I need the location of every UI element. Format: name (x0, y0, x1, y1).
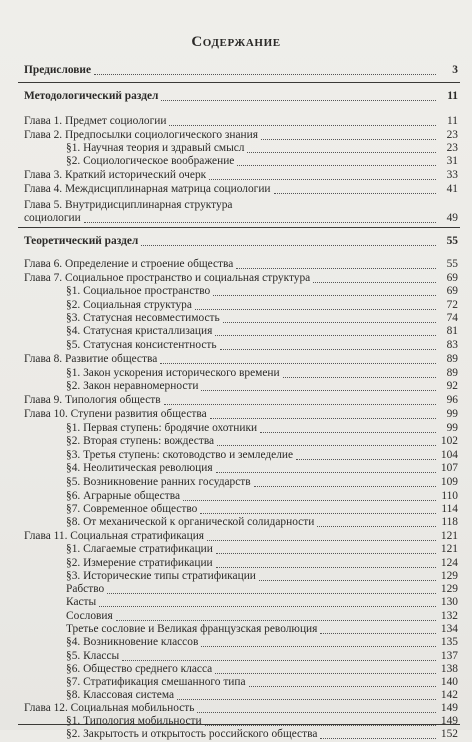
toc-page-number: 152 (440, 728, 458, 740)
toc-page-number: 107 (440, 462, 458, 474)
toc-entry-title: Глава 3. Краткий исторический очерк (24, 169, 207, 181)
toc-page-number: 104 (440, 449, 458, 461)
toc-entry-title: §7. Стратификация смешанного типа (66, 676, 246, 688)
toc-entry-title: Глава 7. Социальное пространство и социальная структура (24, 272, 311, 284)
leader-dots (160, 362, 436, 364)
toc-page-number: 23 (446, 142, 458, 154)
toc-entry-title: §1. Научная теория и здравый смысл (66, 142, 245, 154)
toc-entry-title: §5. Классы (66, 650, 120, 662)
toc-page-number: 55 (446, 235, 458, 247)
toc-chapter-entry (0, 210, 472, 226)
toc-entry-title: Касты (66, 596, 97, 608)
toc-entry-title: §3. Исторические типы стратификации (66, 570, 256, 582)
toc-entry-title: §2. Закрытость и открытость российского общества (66, 728, 318, 740)
toc-page-number: 140 (440, 676, 458, 688)
toc-entry-title: Сословия (66, 610, 113, 622)
leader-dots (84, 221, 436, 223)
toc-entry-title: Глава 12. Социальная мобильность (24, 702, 195, 714)
toc-entry-title: §2. Социологическое воображение (66, 155, 235, 167)
leader-dots (254, 485, 436, 487)
toc-entry-title: Глава 2. Предпосылки социологического знания (24, 129, 258, 141)
toc-entry-title: §1. Закон ускорения исторического времени (66, 367, 280, 379)
leader-dots (217, 444, 436, 446)
toc-page-number: 55 (446, 258, 458, 270)
toc-page-number: 132 (440, 610, 458, 622)
leader-dots (210, 417, 436, 419)
toc-page-number: 129 (440, 583, 458, 595)
toc-page-number: 72 (446, 299, 458, 311)
toc-page-number: 137 (440, 650, 458, 662)
leader-dots (141, 244, 436, 246)
toc-page-number: 99 (446, 422, 458, 434)
toc-page-number: 92 (446, 380, 458, 392)
toc-page-number: 69 (446, 272, 458, 284)
page-title: Содержание (191, 34, 281, 50)
leader-dots (216, 471, 436, 473)
toc-entry-title: §6. Общество среднего класса (66, 663, 213, 675)
toc-entry-title: §1. Первая ступень: бродячие охотники (66, 422, 258, 434)
toc-entry-title: §2. Вторая ступень: вождества (66, 435, 215, 447)
toc-entry-title: §1. Социальное пространство (66, 285, 211, 297)
toc-page-number: 114 (441, 503, 458, 515)
toc-page-number: 124 (440, 557, 458, 569)
toc-page-number: 135 (440, 636, 458, 648)
leader-dots (215, 334, 436, 336)
toc-entry-title: Методологический раздел (24, 90, 159, 102)
bottom-divider (18, 724, 460, 725)
toc-section-entry (0, 233, 472, 249)
toc-entry-title: §8. От механической к органической солидарности (66, 516, 315, 528)
leader-dots (209, 178, 436, 180)
leader-dots (201, 389, 436, 391)
toc-page-number: 138 (440, 663, 458, 675)
toc-paragraph-entry (0, 726, 472, 742)
toc-entry-title: Глава 8. Развитие общества (24, 353, 158, 365)
toc-page-number: 99 (446, 408, 458, 420)
toc-entry-title: §5. Статусная консистентность (66, 339, 217, 351)
toc-page-number: 134 (440, 623, 458, 635)
toc-entry-title: §2. Измерение стратификации (66, 557, 213, 569)
toc-page-number: 142 (440, 689, 458, 701)
toc-page-number: 89 (446, 367, 458, 379)
toc-page-number: 121 (440, 530, 458, 542)
toc-page-number: 83 (446, 339, 458, 351)
toc-page-number: 69 (446, 285, 458, 297)
toc-page-number: 149 (440, 702, 458, 714)
toc-entry-title: Глава 10. Ступени развития общества (24, 408, 207, 420)
toc-entry-title: §1. Слагаемые стратификации (66, 543, 213, 555)
toc-entry-title: Рабство (66, 583, 105, 595)
toc-entry-title: §8. Классовая система (66, 689, 175, 701)
leader-dots (220, 348, 436, 350)
toc-entry-title: §4. Статусная кристаллизация (66, 325, 213, 337)
toc-chapter-entry (0, 181, 472, 197)
toc-page-number: 11 (447, 115, 458, 127)
toc-page-number: 31 (446, 155, 458, 167)
leader-dots (169, 124, 436, 126)
leader-dots (317, 525, 436, 527)
toc-page-number: 89 (446, 353, 458, 365)
leader-dots (237, 164, 436, 166)
toc-entry-title: §5. Возникновение ранних государств (66, 476, 251, 488)
toc-page-number: 33 (446, 169, 458, 181)
toc-entry-title: Глава 1. Предмет социологии (24, 115, 167, 127)
toc-entry-title: §6. Аграрные общества (66, 490, 181, 502)
toc-entry-title: Глава 6. Определение и строение общества (24, 258, 234, 270)
toc-entry-title: Глава 9. Типология обществ (24, 394, 161, 406)
toc-entry-title: §2. Закон неравномерности (66, 380, 199, 392)
leader-dots (320, 737, 436, 739)
toc-page-number: 96 (446, 394, 458, 406)
leader-dots (164, 403, 436, 405)
toc-page-number: 23 (446, 129, 458, 141)
toc-entry-title: §4. Неолитическая революция (66, 462, 213, 474)
toc-page-number: 3 (452, 64, 458, 76)
section-divider (18, 227, 460, 228)
toc-page-number: 102 (440, 435, 458, 447)
toc-entry-title: §4. Возникновение классов (66, 636, 199, 648)
leader-dots (99, 605, 436, 607)
toc-page-number: 130 (440, 596, 458, 608)
toc-section-entry (0, 88, 472, 104)
toc-entry-title: Глава 4. Междисциплинарная матрица социологии (24, 183, 271, 195)
toc-entry-title: Глава 11. Социальная стратификация (24, 530, 205, 542)
toc-entry-title: §1. Типология мобильности (66, 715, 202, 727)
leader-dots (161, 99, 436, 101)
toc-entry-title: Теоретический раздел (24, 235, 139, 247)
leader-dots (216, 552, 436, 554)
leader-dots (236, 267, 436, 269)
toc-page-number: 118 (441, 516, 458, 528)
toc-entry-title: §7. Современное общество (66, 503, 198, 515)
leader-dots (201, 645, 436, 647)
leader-dots (213, 294, 436, 296)
toc-page-number: 121 (440, 543, 458, 555)
toc-entry-title: Глава 5. Внутридисциплинарная структура (24, 199, 233, 211)
toc-page-number: 149 (440, 715, 458, 727)
toc-page-number: 81 (446, 325, 458, 337)
toc-entry-title: §3. Статусная несовместимость (66, 312, 220, 324)
toc-page-number: 41 (446, 183, 458, 195)
leader-dots (94, 73, 436, 75)
section-divider (18, 82, 460, 83)
toc-entry-title: §3. Третья ступень: скотоводство и земледелие (66, 449, 294, 461)
toc-page-number: 74 (446, 312, 458, 324)
toc-page-number: 129 (440, 570, 458, 582)
toc-page-number: 110 (441, 490, 458, 502)
toc-page-number: 49 (446, 212, 458, 224)
toc-page-number: 11 (447, 90, 458, 102)
toc-entry-title: Предисловие (24, 64, 92, 76)
toc-entry-title: Третье сословие и Великая французская революция (66, 623, 318, 635)
toc-entry-title: §2. Социальная структура (66, 299, 192, 311)
toc-section-entry (0, 62, 472, 78)
leader-dots (274, 192, 436, 194)
toc-page-number: 109 (440, 476, 458, 488)
toc-entry-title: социологии (24, 212, 81, 224)
